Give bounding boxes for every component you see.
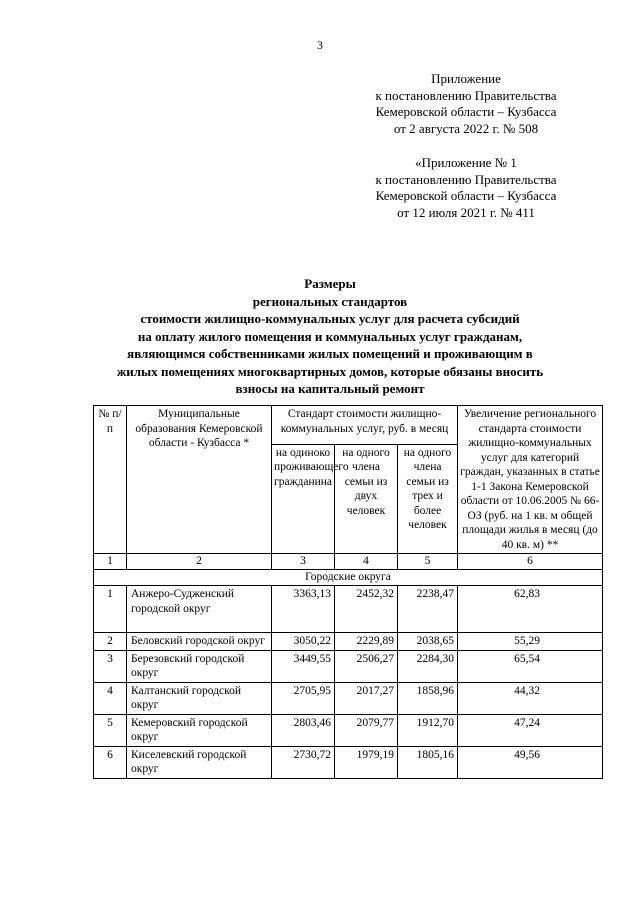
row-three: 2038,65	[398, 633, 458, 651]
row-single: 2705,95	[272, 682, 335, 714]
appendix-original-line: от 12 июля 2021 г. № 411	[397, 204, 535, 220]
row-number: 2	[94, 633, 127, 651]
row-number: 6	[94, 746, 127, 778]
title-line: являющимся собственниками жилых помещений и проживающим в	[127, 346, 533, 361]
row-two: 2452,32	[335, 586, 398, 633]
row-number: 1	[94, 586, 127, 633]
table-header-row	[94, 406, 603, 445]
row-municipality: Березовский городской округ	[127, 650, 272, 682]
appendix-header	[336, 71, 596, 137]
row-number: 3	[94, 650, 127, 682]
row-municipality: Кемеровский городской округ	[127, 714, 272, 746]
appendix-original-line: Кемеровской области – Кузбасса	[375, 188, 557, 203]
row-three: 1912,70	[398, 714, 458, 746]
document-title	[80, 275, 580, 398]
row-three: 2284,30	[398, 650, 458, 682]
title-line: региональных стандартов	[252, 293, 408, 309]
row-municipality: Калтанский городской округ	[127, 682, 272, 714]
table-row	[94, 586, 603, 633]
row-single: 2730,72	[272, 746, 335, 778]
title-line: Размеры	[304, 276, 356, 291]
section-row	[94, 570, 603, 586]
row-single: 3449,55	[272, 650, 335, 682]
row-two: 2506,27	[335, 650, 398, 682]
row-two: 2017,27	[335, 682, 398, 714]
row-increase: 65,54	[458, 650, 603, 682]
section-title: Городские округа	[94, 570, 603, 586]
appendix-original-line: к постановлению Правительства	[375, 171, 557, 187]
row-increase: 55,29	[458, 633, 603, 651]
row-two: 2079,77	[335, 714, 398, 746]
title-line: стоимости жилищно-коммунальных услуг для расчета субсидий	[140, 311, 520, 326]
table-row	[94, 682, 603, 714]
column-index-row	[94, 554, 603, 570]
row-two: 1979,19	[335, 746, 398, 778]
table-row	[94, 714, 603, 746]
row-single: 2803,46	[272, 714, 335, 746]
row-municipality: Беловский городской округ	[127, 633, 272, 651]
table-row	[94, 746, 603, 778]
appendix-original	[336, 155, 596, 221]
header-municipality: Муниципальные образования Кемеровской области - Кузбасса *	[127, 406, 272, 554]
row-increase: 47,24	[458, 714, 603, 746]
column-index: 2	[127, 554, 272, 570]
header-num: № п/п	[94, 406, 127, 554]
row-two: 2229,89	[335, 633, 398, 651]
title-line: на оплату жилого помещения и коммунальных услуг гражданам,	[137, 328, 523, 344]
row-number: 5	[94, 714, 127, 746]
column-index: 5	[398, 554, 458, 570]
header-single: на одиноко проживающего гражданина	[272, 444, 335, 553]
page-number: 3	[317, 38, 323, 52]
column-index: 3	[272, 554, 335, 570]
table-row	[94, 650, 603, 682]
row-municipality: Анжеро-Судженский городской округ	[127, 586, 272, 633]
title-line: взносы на капитальный ремонт	[235, 381, 425, 396]
column-index: 6	[458, 554, 603, 570]
appendix-header-line: к постановлению Правительства	[375, 87, 557, 103]
standards-table	[93, 405, 603, 779]
title-line: жилых помещениях многоквартирных домов, которые обязаны вносить	[116, 363, 544, 379]
column-index: 1	[94, 554, 127, 570]
row-increase: 49,56	[458, 746, 603, 778]
row-number: 4	[94, 682, 127, 714]
row-increase: 62,83	[458, 586, 603, 633]
appendix-original-line: «Приложение № 1	[415, 155, 517, 170]
header-two: на одного члена семьи из двух человек	[335, 444, 398, 553]
row-three: 1858,96	[398, 682, 458, 714]
row-municipality: Киселевский городской округ	[127, 746, 272, 778]
row-increase: 44,32	[458, 682, 603, 714]
column-index: 4	[335, 554, 398, 570]
appendix-header-line: от 2 августа 2022 г. № 508	[393, 120, 539, 136]
header-three: на одного члена семьи из трех и более человек	[398, 444, 458, 553]
row-single: 3050,22	[272, 633, 335, 651]
table-row	[94, 633, 603, 651]
header-increase: Увеличение регионального стандарта стоимости жилищно-коммунальных услуг для категорий граждан, указанных в статье 1-1 Закона Кемеровской области от 10.06.2005 № 66-ОЗ (руб. на 1 кв. м общей площади жилья в месяц (до 40 кв. м) **	[458, 406, 603, 554]
appendix-header-line: Приложение	[431, 71, 501, 86]
header-standard: Стандарт стоимости жилищно-коммунальных услуг, руб. в месяц	[272, 406, 458, 445]
row-single: 3363,13	[272, 586, 335, 633]
row-three: 2238,47	[398, 586, 458, 633]
row-three: 1805,16	[398, 746, 458, 778]
appendix-header-line: Кемеровской области – Кузбасса	[375, 104, 557, 119]
